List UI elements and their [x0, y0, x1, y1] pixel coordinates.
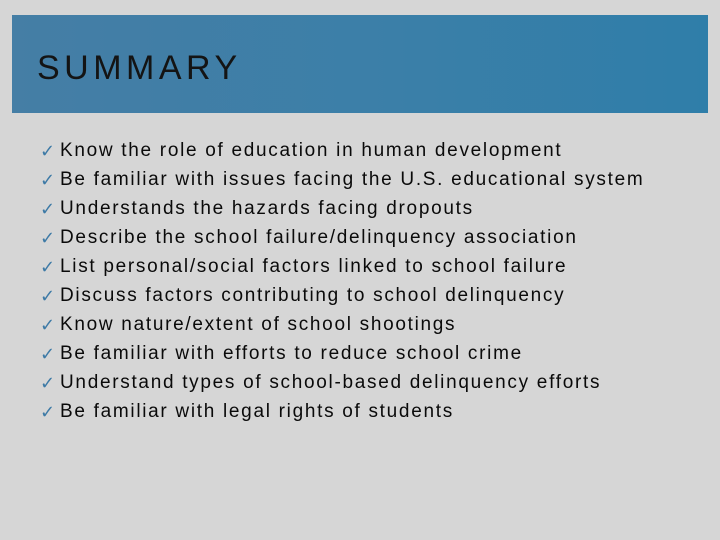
bullet-item — [40, 313, 700, 337]
check-mark-icon: ✓ — [40, 141, 56, 161]
bullet-item — [40, 226, 700, 250]
check-mark-icon: ✓ — [40, 228, 56, 248]
check-mark-icon: ✓ — [40, 199, 56, 219]
check-mark-icon: ✓ — [40, 402, 56, 422]
bullet-item — [40, 197, 700, 221]
summary-bullet-list — [40, 139, 700, 429]
bullet-text: Be familiar with efforts to reduce school crime — [60, 343, 523, 364]
check-mark-icon: ✓ — [40, 344, 56, 364]
check-mark-icon: ✓ — [40, 286, 56, 306]
bullet-text: Be familiar with issues facing the U.S. educational system — [60, 169, 645, 190]
bullet-item — [40, 400, 700, 424]
bullet-text: Understand types of school-based delinquency efforts — [60, 372, 602, 393]
bullet-text: Understands the hazards facing dropouts — [60, 198, 474, 219]
check-mark-icon: ✓ — [40, 315, 56, 335]
check-mark-icon: ✓ — [40, 373, 56, 393]
check-mark-icon: ✓ — [40, 170, 56, 190]
bullet-item — [40, 255, 700, 279]
bullet-item — [40, 371, 700, 395]
bullet-item — [40, 139, 700, 163]
bullet-text: Know nature/extent of school shootings — [60, 314, 457, 335]
bullet-item — [40, 168, 700, 192]
bullet-item — [40, 284, 700, 308]
bullet-text: Be familiar with legal rights of students — [60, 401, 454, 422]
slide-title: SUMMARY — [37, 49, 242, 87]
bullet-text: Know the role of education in human development — [60, 140, 563, 161]
bullet-text: Discuss factors contributing to school delinquency — [60, 285, 566, 306]
bullet-text: List personal/social factors linked to school failure — [60, 256, 568, 277]
title-banner — [12, 15, 708, 113]
check-mark-icon: ✓ — [40, 257, 56, 277]
bullet-text: Describe the school failure/delinquency association — [60, 227, 578, 248]
bullet-item — [40, 342, 700, 366]
